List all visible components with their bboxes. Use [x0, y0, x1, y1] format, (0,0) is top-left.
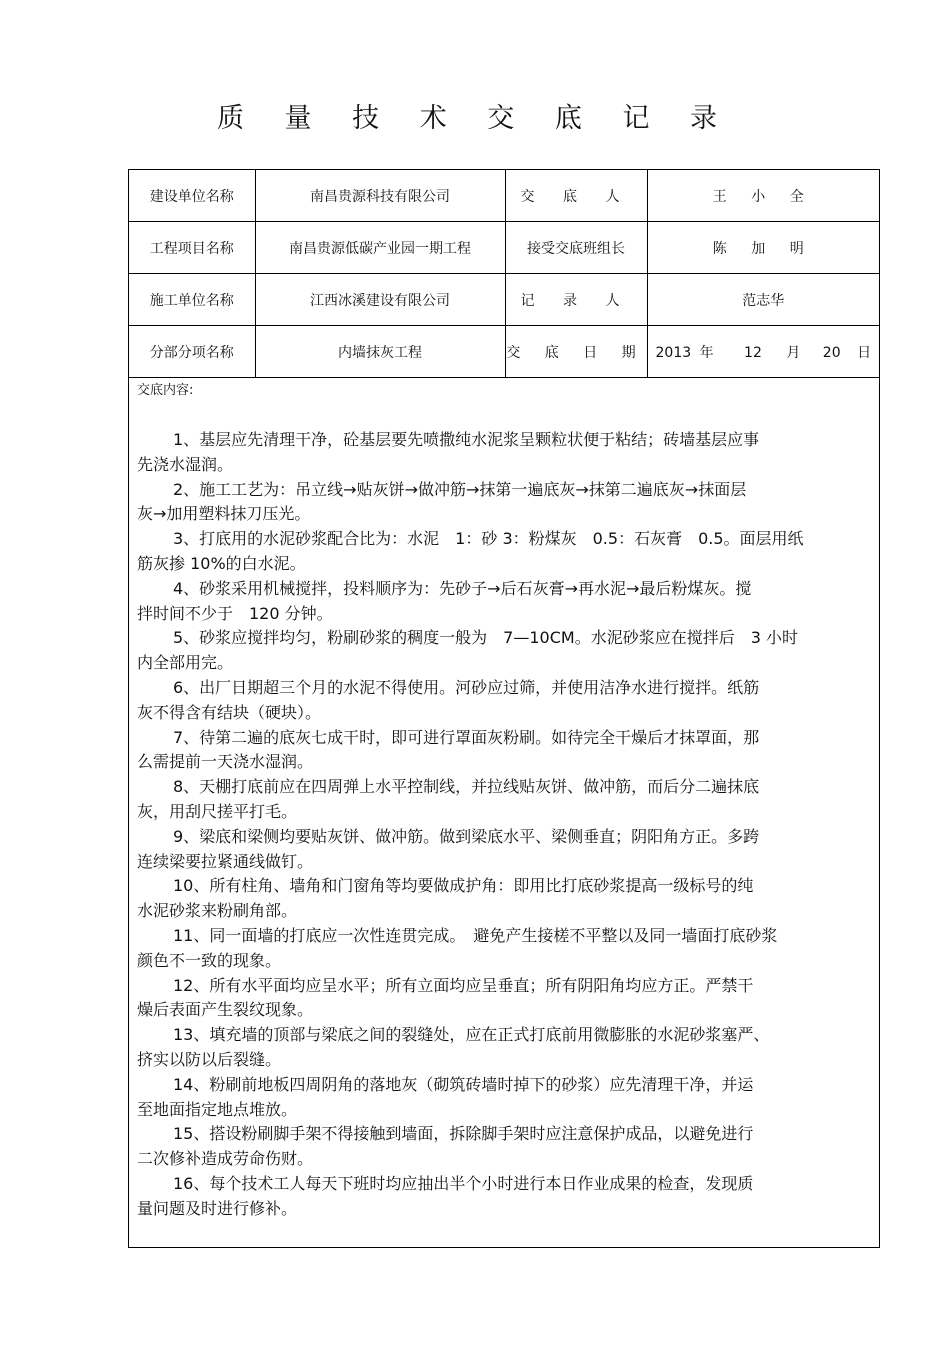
date-year: 2013 — [655, 344, 692, 361]
label-recorder: 记 录 人 — [505, 274, 647, 326]
item-line: 先浇水湿润。 — [137, 454, 234, 474]
item-line: 拌时间不少于 120 分钟。 — [137, 603, 333, 623]
item-line: 颜色不一致的现象。 — [137, 950, 282, 970]
info-table — [129, 170, 879, 378]
label-date: 交 底 日 期 — [505, 326, 647, 378]
value-subproject: 内墙抹灰工程 — [255, 326, 505, 378]
item-line: 9、梁底和梁侧均要贴灰饼、做冲筋。做到梁底水平、梁侧垂直；阴阳角方正。多跨 — [173, 826, 760, 846]
item-line: 13、填充墙的顶部与梁底之间的裂缝处，应在正式打底前用微膨胀的水泥砂浆塞严、 — [173, 1025, 770, 1045]
list-item — [137, 1023, 875, 1073]
list-item — [137, 1172, 875, 1222]
label-presenter: 交 底 人 — [505, 170, 647, 222]
value-team-leader: 陈 加 明 — [647, 222, 879, 274]
list-item — [137, 726, 875, 776]
value-construction-unit: 南昌贵源科技有限公司 — [255, 170, 505, 222]
item-line: 10、所有柱角、墙角和门窗角等均要做成护角：即用比打底砂浆提高一级标号的纯 — [173, 876, 754, 896]
content-items — [137, 428, 875, 1222]
content-label: 交底内容: — [137, 383, 194, 398]
item-line: 至地面指定地点堆放。 — [137, 1099, 298, 1119]
item-line: 灰→加用塑料抹刀压光。 — [137, 504, 311, 524]
page-title: 质 量 技 术 交 底 记 录 — [216, 103, 734, 134]
list-item — [137, 626, 875, 676]
list-item — [137, 924, 875, 974]
date-day: 20 — [822, 344, 841, 361]
list-item — [137, 676, 875, 726]
item-line: 连续梁要拉紧通线做钉。 — [137, 851, 314, 871]
item-line: 4、砂浆采用机械搅拌，投料顺序为：先砂子→后石灰膏→再水泥→最后粉煤灰。搅 — [173, 578, 752, 598]
item-line: 2、施工工艺为：吊立线→贴灰饼→做冲筋→抹第一遍底灰→抹第二遍底灰→抹面层 — [173, 479, 747, 499]
date-day-unit: 日 — [857, 344, 872, 361]
info-row-contractor — [129, 274, 879, 326]
item-line: 3、打底用的水泥砂浆配合比为：水泥 1：砂 3：粉煤灰 0.5：石灰膏 0.5。面层用纸 — [173, 529, 804, 549]
label-subproject: 分部分项名称 — [129, 326, 255, 378]
item-line: 内全部用完。 — [137, 653, 234, 673]
item-line: 6、出厂日期超三个月的水泥不得使用。河砂应过筛，并使用洁净水进行搅拌。纸筋 — [173, 677, 760, 697]
item-line: 11、同一面墙的打底应一次性连贯完成。 避免产生接槎不平整以及同一墙面打底砂浆 — [173, 925, 778, 945]
item-line: 挤实以防以后裂缝。 — [137, 1049, 282, 1069]
label-project-name: 工程项目名称 — [129, 222, 255, 274]
list-item — [137, 825, 875, 875]
list-item — [137, 1122, 875, 1172]
list-item — [137, 775, 875, 825]
date-year-unit: 年 — [699, 344, 714, 361]
record-form — [128, 169, 880, 1248]
list-item — [137, 428, 875, 478]
item-line: 二次修补造成劳命伤财。 — [137, 1149, 314, 1169]
item-line: 8、天棚打底前应在四周弹上水平控制线，并拉线贴灰饼、做冲筋，而后分二遍抹底 — [173, 777, 760, 797]
list-item — [137, 577, 875, 627]
item-line: 16、每个技术工人每天下班时均应抽出半个小时进行本日作业成果的检查，发现质 — [173, 1173, 754, 1193]
list-item — [137, 527, 875, 577]
info-row-subproject — [129, 326, 879, 378]
list-item — [137, 478, 875, 528]
item-line: 1、基层应先清理干净，砼基层要先喷撒纯水泥浆呈颗粒状便于粘结；砖墙基层应事 — [173, 430, 760, 449]
value-project-name: 南昌贵源低碳产业园一期工程 — [255, 222, 505, 274]
value-date — [647, 326, 879, 378]
item-line: 水泥砂浆来粉刷角部。 — [137, 901, 298, 921]
value-contractor: 江西冰溪建设有限公司 — [255, 274, 505, 326]
list-item — [137, 874, 875, 924]
value-presenter: 王 小 全 — [647, 170, 879, 222]
item-line: 7、待第二遍的底灰七成干时，即可进行罩面灰粉刷。如待完全干燥后才抹罩面，那 — [173, 727, 760, 747]
item-line: 5、砂浆应搅拌均匀，粉刷砂浆的稠度一般为 7—10CM。水泥砂浆应在搅拌后 3 小时 — [173, 628, 798, 648]
item-line: 量问题及时进行修补。 — [137, 1198, 298, 1218]
list-item — [137, 974, 875, 1024]
value-recorder: 范志华 — [647, 274, 879, 326]
item-line: 14、粉刷前地板四周阴角的落地灰（砌筑砖墙时掉下的砂浆）应先清理干净，并运 — [173, 1074, 754, 1094]
date-month: 12 — [744, 344, 762, 361]
label-team-leader: 接受交底班组长 — [505, 222, 647, 274]
info-row-construction-unit — [129, 170, 879, 222]
item-line: 12、所有水平面均应呈水平；所有立面均应呈垂直；所有阴阳角均应方正。严禁干 — [173, 975, 754, 995]
item-line: 15、搭设粉刷脚手架不得接触到墙面，拆除脚手架时应注意保护成品，以避免进行 — [173, 1124, 754, 1144]
date-month-unit: 月 — [786, 344, 801, 361]
label-construction-unit: 建设单位名称 — [129, 170, 255, 222]
item-line: 么需提前一天浇水湿润。 — [137, 752, 314, 772]
item-line: 灰不得含有结块（硬块）。 — [137, 702, 322, 722]
label-contractor: 施工单位名称 — [129, 274, 255, 326]
info-row-project — [129, 222, 879, 274]
item-line: 燥后表面产生裂纹现象。 — [137, 1000, 314, 1020]
item-line: 灰，用刮尺搓平打毛。 — [137, 801, 298, 821]
item-line: 筋灰掺 10%的白水泥。 — [137, 553, 306, 573]
list-item — [137, 1073, 875, 1123]
